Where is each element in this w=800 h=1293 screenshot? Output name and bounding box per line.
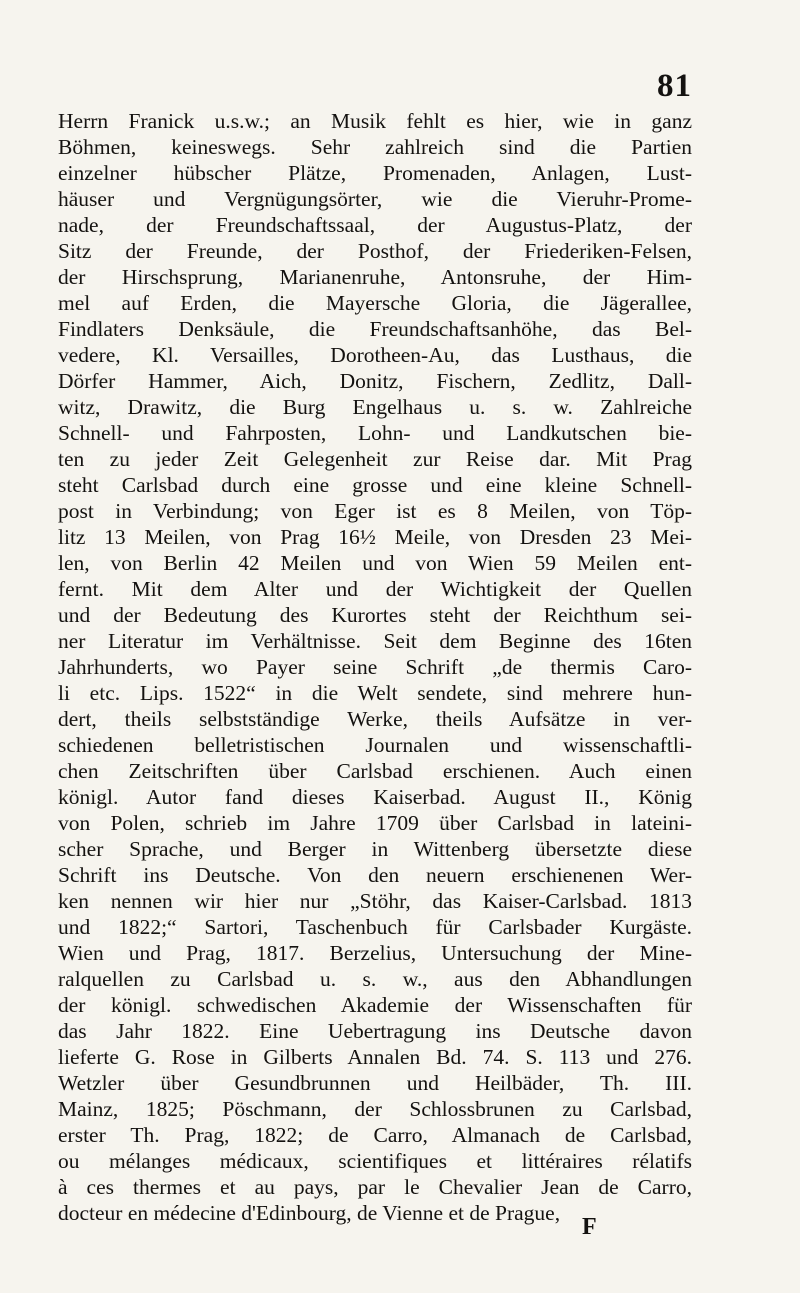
text-line: Wien und Prag, 1817. Berzelius, Untersuchung der Mine- <box>58 941 692 965</box>
text-line: ten zu jeder Zeit Gelegenheit zur Reise dar. Mit Prag <box>58 447 692 471</box>
text-line: das Jahr 1822. Eine Uebertragung ins Deutsche davon <box>58 1019 692 1043</box>
text-line: schiedenen belletristischen Journalen und wissenschaftli- <box>58 733 692 757</box>
text-line: docteur en médecine d'Edinbourg, de Vienne et de Prague, <box>58 1201 561 1225</box>
text-line: nade, der Freundschaftssaal, der Augustus-Platz, der <box>58 213 692 237</box>
text-line: und 1822;“ Sartori, Taschenbuch für Carlsbader Kurgäste. <box>58 915 692 939</box>
text-line: lieferte G. Rose in Gilberts Annalen Bd. 74. S. 113 und 276. <box>58 1045 692 1069</box>
text-line: von Polen, schrieb im Jahre 1709 über Carlsbad in lateini- <box>58 811 692 835</box>
text-line: chen Zeitschriften über Carlsbad erschienen. Auch einen <box>58 759 692 783</box>
text-line: königl. Autor fand dieses Kaiserbad. August II., König <box>58 785 692 809</box>
text-line: Herrn Franick u.s.w.; an Musik fehlt es hier, wie in ganz <box>58 109 692 133</box>
text-line: steht Carlsbad durch eine grosse und eine kleine Schnell- <box>58 473 692 497</box>
text-line: Jahrhunderts, wo Payer seine Schrift „de thermis Caro- <box>58 655 692 679</box>
text-line: dert, theils selbstständige Werke, theils Aufsätze in ver- <box>58 707 692 731</box>
text-line: à ces thermes et au pays, par le Chevalier Jean de Carro, <box>58 1175 692 1199</box>
body-text <box>58 108 692 1226</box>
text-line: ken nennen wir hier nur „Stöhr, das Kaiser-Carlsbad. 1813 <box>58 889 692 913</box>
text-line: vedere, Kl. Versailles, Dorotheen-Au, das Lusthaus, die <box>58 343 692 367</box>
text-line: Schrift ins Deutsche. Von den neuern erschienenen Wer- <box>58 863 692 887</box>
text-line: Schnell- und Fahrposten, Lohn- und Landkutschen bie- <box>58 421 692 445</box>
signature-mark: F <box>582 1214 597 1240</box>
text-line: häuser und Vergnügungsörter, wie die Vieruhr-Prome- <box>58 187 692 211</box>
text-line: ner Literatur im Verhältnisse. Seit dem Beginne des 16ten <box>58 629 692 653</box>
page-number: 81 <box>657 68 692 104</box>
text-line: der Hirschsprung, Marianenruhe, Antonsruhe, der Him- <box>58 265 692 289</box>
text-line: witz, Drawitz, die Burg Engelhaus u. s. w. Zahlreiche <box>58 395 692 419</box>
text-line: Dörfer Hammer, Aich, Donitz, Fischern, Zedlitz, Dall- <box>58 369 692 393</box>
text-line: erster Th. Prag, 1822; de Carro, Almanach de Carlsbad, <box>58 1123 692 1147</box>
text-line: Böhmen, keineswegs. Sehr zahlreich sind die Partien <box>58 135 692 159</box>
text-line: ralquellen zu Carlsbad u. s. w., aus den Abhandlungen <box>58 967 692 991</box>
text-line: len, von Berlin 42 Meilen und von Wien 59 Meilen ent- <box>58 551 692 575</box>
text-line: litz 13 Meilen, von Prag 16½ Meile, von Dresden 23 Mei- <box>58 525 692 549</box>
text-line: li etc. Lips. 1522“ in die Welt sendete, sind mehrere hun- <box>58 681 692 705</box>
text-line: einzelner hübscher Plätze, Promenaden, Anlagen, Lust- <box>58 161 692 185</box>
text-line: Findlaters Denksäule, die Freundschaftsanhöhe, das Bel- <box>58 317 692 341</box>
text-line: Mainz, 1825; Pöschmann, der Schlossbrunen zu Carlsbad, <box>58 1097 692 1121</box>
text-line: ou mélanges médicaux, scientifiques et littéraires rélatifs <box>58 1149 692 1173</box>
text-line: mel auf Erden, die Mayersche Gloria, die Jägerallee, <box>58 291 692 315</box>
text-line: fernt. Mit dem Alter und der Wichtigkeit der Quellen <box>58 577 692 601</box>
text-line: scher Sprache, und Berger in Wittenberg übersetzte diese <box>58 837 692 861</box>
text-line: post in Verbindung; von Eger ist es 8 Meilen, von Töp- <box>58 499 692 523</box>
text-line: der königl. schwedischen Akademie der Wissenschaften für <box>58 993 692 1017</box>
text-line: Wetzler über Gesundbrunnen und Heilbäder, Th. III. <box>58 1071 692 1095</box>
text-line: Sitz der Freunde, der Posthof, der Friederiken-Felsen, <box>58 239 692 263</box>
text-line: und der Bedeutung des Kurortes steht der Reichthum sei- <box>58 603 692 627</box>
